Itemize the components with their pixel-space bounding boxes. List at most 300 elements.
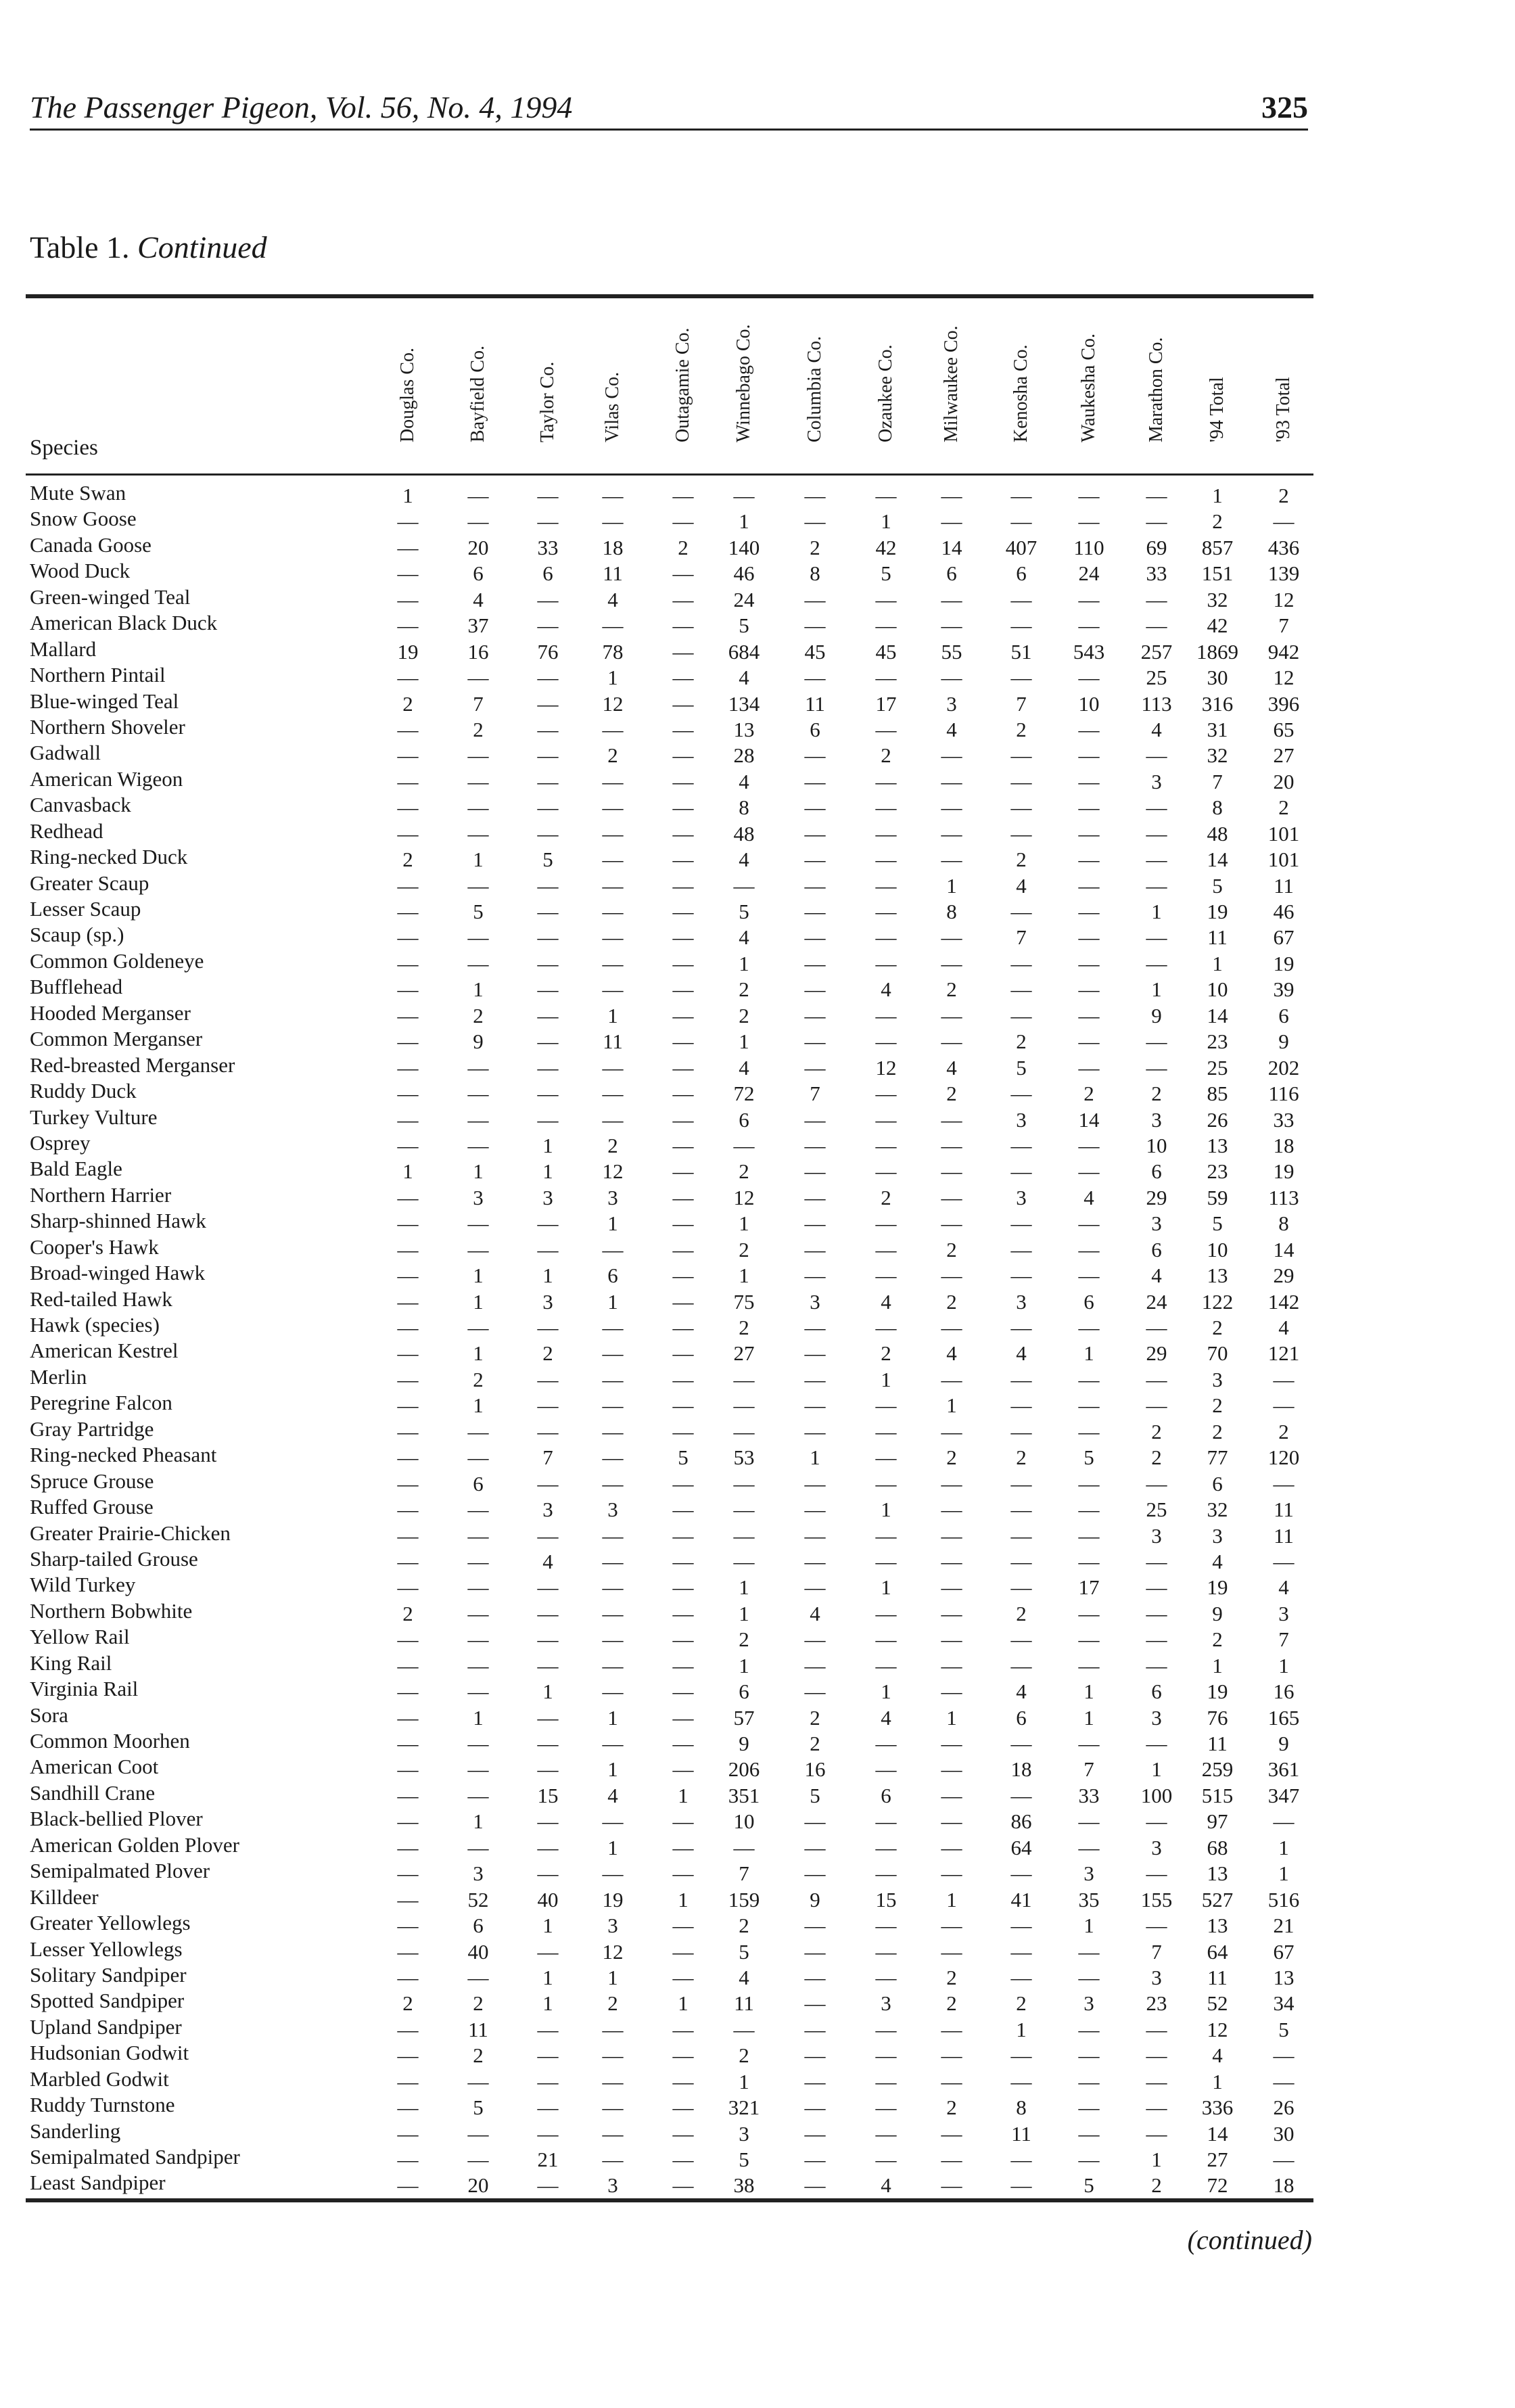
table-cell: —	[941, 1835, 962, 1859]
table-cell: —	[537, 666, 559, 690]
table-cell: 57	[733, 1705, 755, 1730]
table-cell: —	[804, 1264, 826, 1288]
table-cell: 4	[607, 587, 618, 611]
table-cell: 321	[728, 2096, 760, 2120]
table-cell: —	[804, 1498, 826, 1522]
table-cell: —	[672, 1861, 694, 1886]
table-cell: 8	[1212, 795, 1223, 820]
table-cell: —	[397, 1732, 419, 1755]
table-row	[0, 1806, 1515, 1832]
table-cell: —	[1273, 1809, 1295, 1834]
table-cell: 3	[1016, 1289, 1027, 1314]
table-cell: —	[397, 2017, 419, 2041]
table-cell: 1	[542, 1264, 553, 1288]
table-cell: 2	[946, 2096, 957, 2120]
table-cell: 100	[1140, 1783, 1173, 1807]
table-cell: 2	[1016, 717, 1027, 741]
table-cell: —	[397, 2148, 419, 2171]
species-name: Killdeer	[30, 1884, 99, 1909]
table-cell: —	[467, 1445, 489, 1470]
table-cell: 2	[1151, 1082, 1162, 1106]
table-cell: 11	[603, 561, 623, 586]
table-cell: —	[397, 1289, 419, 1314]
table-cell: 2	[1016, 1601, 1027, 1625]
table-cell: 155	[1140, 1887, 1173, 1912]
table-row	[0, 2144, 1515, 2170]
table-cell: 4	[1016, 873, 1027, 898]
table-cell: 11	[468, 2017, 488, 2041]
column-header-label: Winnebago Co.	[733, 324, 754, 442]
table-row	[0, 1598, 1515, 1624]
table-cell: 2	[473, 1367, 484, 1391]
table-cell: —	[672, 587, 694, 611]
table-row	[0, 2066, 1515, 2092]
column-header-label: '94 Total	[1207, 377, 1228, 442]
species-column-header: Species	[30, 436, 98, 460]
table-cell: —	[397, 535, 419, 559]
table-cell: —	[1078, 1835, 1100, 1859]
table-cell: 2	[1212, 1627, 1223, 1652]
table-cell: 4	[1016, 1680, 1027, 1704]
table-row	[0, 1156, 1515, 1182]
table-cell: —	[1078, 1523, 1100, 1548]
table-cell: 13	[1207, 1264, 1228, 1288]
table-cell: —	[397, 1055, 419, 1080]
table-cell: —	[804, 2069, 826, 2093]
table-cell: —	[941, 1627, 962, 1652]
table-cell: —	[397, 1680, 419, 1704]
table-row	[0, 689, 1515, 714]
table-cell: —	[1273, 1393, 1295, 1418]
table-cell: 3	[542, 1498, 553, 1522]
table-cell: —	[941, 951, 962, 975]
table-cell: —	[602, 1316, 624, 1339]
table-cell: —	[875, 2096, 897, 2120]
column-header-label: Marathon Co.	[1146, 337, 1167, 442]
table-cell: 37	[467, 613, 489, 638]
table-row	[0, 1026, 1515, 1052]
table-cell: —	[1078, 1055, 1100, 1080]
table-row	[0, 948, 1515, 974]
table-cell: —	[467, 1757, 489, 1782]
table-cell: —	[733, 1471, 755, 1496]
table-cell: 1	[881, 1680, 891, 1704]
table-cell: 1	[607, 1289, 618, 1314]
table-cell: —	[537, 769, 559, 793]
table-cell: 3	[810, 1289, 820, 1314]
table-cell: —	[672, 769, 694, 793]
table-cell: 4	[739, 1055, 749, 1080]
table-cell: 4	[473, 587, 484, 611]
species-name: Northern Bobwhite	[30, 1598, 193, 1623]
table-cell: —	[1146, 1809, 1167, 1834]
table-cell: —	[875, 848, 897, 872]
table-cell: 1	[1212, 2069, 1223, 2093]
table-row	[0, 1780, 1515, 1806]
table-cell: 8	[1016, 2096, 1027, 2120]
table-cell: —	[875, 1419, 897, 1443]
table-row	[0, 1000, 1515, 1026]
species-name: Osprey	[30, 1130, 91, 1155]
table-cell: —	[941, 1159, 962, 1184]
table-cell: 6	[1016, 561, 1027, 586]
table-cell: —	[804, 1211, 826, 1236]
table-cell: —	[602, 1523, 624, 1548]
table-cell: 2	[881, 1341, 891, 1366]
table-cell: 52	[467, 1887, 489, 1912]
table-cell: —	[537, 1419, 559, 1443]
table-cell: —	[397, 925, 419, 950]
table-cell: —	[941, 1861, 962, 1886]
table-cell: —	[875, 1159, 897, 1184]
table-cell: —	[804, 2096, 826, 2120]
table-cell: —	[397, 1627, 419, 1652]
table-cell: 28	[733, 743, 755, 768]
table-cell: 1	[473, 1289, 484, 1314]
species-name: Marbled Godwit	[30, 2066, 169, 2091]
table-cell: 51	[1010, 639, 1032, 664]
table-cell: 72	[1207, 2173, 1228, 2198]
table-cell: —	[875, 1029, 897, 1054]
table-cell: —	[397, 1575, 419, 1600]
table-caption	[30, 227, 267, 268]
table-cell: —	[875, 1133, 897, 1157]
table-cell: 1	[473, 848, 484, 872]
table-cell: —	[1146, 925, 1167, 950]
table-cell: —	[941, 2121, 962, 2146]
table-cell: 2	[1151, 1445, 1162, 1470]
table-cell: 6	[473, 1914, 484, 1938]
table-cell: —	[537, 795, 559, 820]
table-cell: 19	[602, 1887, 624, 1912]
table-cell: 5	[473, 900, 484, 923]
table-cell: —	[397, 509, 419, 534]
table-cell: —	[1010, 1965, 1032, 1989]
species-name: Bufflehead	[30, 975, 123, 999]
species-name: Broad-winged Hawk	[30, 1261, 206, 1285]
table-cell: —	[602, 1680, 624, 1704]
table-cell: —	[467, 795, 489, 820]
table-cell: 12	[733, 1185, 755, 1209]
table-cell: —	[672, 1965, 694, 1989]
table-cell: 336	[1201, 2096, 1234, 2120]
table-cell: —	[1146, 2069, 1167, 2093]
table-cell: —	[941, 1601, 962, 1625]
table-cell: —	[1010, 1237, 1032, 1261]
table-cell: 25	[1207, 1055, 1228, 1080]
table-row	[0, 922, 1515, 948]
table-cell: —	[941, 1914, 962, 1938]
table-cell: 351	[728, 1783, 760, 1807]
table-cell: —	[397, 1861, 419, 1886]
table-cell: 3	[881, 1991, 891, 2016]
table-cell: —	[467, 1653, 489, 1677]
species-name: Hudsonian Godwit	[30, 2041, 189, 2065]
table-row	[0, 662, 1515, 688]
table-cell: 1	[1278, 1653, 1289, 1677]
table-cell: —	[1146, 1627, 1167, 1652]
table-cell: 7	[1016, 691, 1027, 716]
table-cell: —	[804, 769, 826, 793]
table-cell: —	[804, 1835, 826, 1859]
table-cell: —	[875, 587, 897, 611]
table-cell: —	[672, 1316, 694, 1339]
table-cell: —	[672, 795, 694, 820]
table-row	[0, 844, 1515, 870]
table-cell: —	[1146, 1549, 1167, 1573]
table-cell: 1	[607, 1835, 618, 1859]
table-cell: —	[875, 951, 897, 975]
table-cell: 2	[810, 1705, 820, 1730]
table-cell: —	[602, 1732, 624, 1755]
table-cell: —	[1078, 1471, 1100, 1496]
table-cell: —	[733, 1367, 755, 1391]
table-cell: 515	[1201, 1783, 1234, 1807]
table-cell: 2	[402, 1601, 413, 1625]
table-cell: 6	[739, 1680, 749, 1704]
table-cell: 7	[1278, 1627, 1289, 1652]
table-cell: 2	[739, 1159, 749, 1184]
table-cell: —	[537, 1055, 559, 1080]
species-name: Peregrine Falcon	[30, 1391, 172, 1415]
table-cell: —	[875, 2043, 897, 2068]
table-cell: —	[804, 1991, 826, 2016]
table-cell: —	[1146, 509, 1167, 534]
table-cell: —	[1010, 509, 1032, 534]
table-cell: —	[602, 2096, 624, 2120]
table-row	[0, 1910, 1515, 1936]
table-cell: —	[672, 1471, 694, 1496]
table-cell: —	[1010, 1264, 1032, 1288]
table-cell: —	[941, 1498, 962, 1522]
table-row	[0, 506, 1515, 532]
table-row	[0, 1078, 1515, 1104]
table-cell: —	[1146, 821, 1167, 846]
table-cell: —	[467, 1211, 489, 1236]
table-cell: —	[672, 1211, 694, 1236]
table-cell: —	[941, 1107, 962, 1132]
table-cell: —	[875, 1237, 897, 1261]
species-name: Northern Shoveler	[30, 714, 185, 739]
table-cell: 1	[607, 666, 618, 690]
table-cell: 6	[1083, 1289, 1094, 1314]
table-cell: 3	[739, 2121, 749, 2146]
table-cell: —	[875, 666, 897, 690]
species-name: King Rail	[30, 1650, 112, 1675]
table-row	[0, 1287, 1515, 1312]
table-row	[0, 532, 1515, 558]
table-cell: —	[1146, 1653, 1167, 1677]
table-cell: —	[1273, 1471, 1295, 1496]
table-cell: —	[602, 1341, 624, 1366]
table-cell: —	[804, 848, 826, 872]
table-cell: —	[941, 1939, 962, 1964]
table-cell: 2	[946, 1965, 957, 1989]
table-cell: 3	[542, 1185, 553, 1209]
table-cell: —	[941, 821, 962, 846]
table-cell: —	[1146, 613, 1167, 638]
table-cell: —	[672, 1264, 694, 1288]
table-cell: —	[1010, 1082, 1032, 1106]
table-cell: —	[1146, 1471, 1167, 1496]
table-cell: 396	[1267, 691, 1300, 716]
table-cell: 13	[1273, 1965, 1295, 1989]
species-name: Greater Scaup	[30, 871, 149, 895]
table-cell: —	[672, 1237, 694, 1261]
table-cell: —	[875, 873, 897, 898]
table-cell: —	[467, 1601, 489, 1625]
column-header-winnebago-co	[724, 318, 764, 468]
table-cell: 1	[1151, 2148, 1162, 2171]
table-cell: —	[1146, 743, 1167, 768]
table-cell: 5	[473, 2096, 484, 2120]
table-cell: 1	[946, 1393, 957, 1418]
table-cell: 1	[881, 1498, 891, 1522]
table-cell: 14	[1078, 1107, 1100, 1132]
table-cell: 7	[1083, 1757, 1094, 1782]
table-cell: 1	[542, 1965, 553, 1989]
table-cell: 13	[733, 717, 755, 741]
table-cell: 20	[467, 2173, 489, 2198]
table-cell: 42	[875, 535, 897, 559]
table-cell: —	[1078, 2096, 1100, 2120]
table-cell: —	[397, 1341, 419, 1366]
table-cell: 684	[728, 639, 760, 664]
species-name: Northern Harrier	[30, 1182, 172, 1207]
species-name: American Wigeon	[30, 766, 183, 791]
table-cell: —	[1010, 1575, 1032, 1600]
table-row	[0, 1624, 1515, 1650]
table-cell: 6	[473, 1471, 484, 1496]
table-cell: 206	[728, 1757, 760, 1782]
table-cell: —	[804, 1237, 826, 1261]
table-cell: 18	[1273, 2173, 1295, 2198]
table-cell: 2	[946, 1082, 957, 1106]
table-cell: 2	[1016, 1029, 1027, 1054]
table-cell: —	[804, 951, 826, 975]
table-cell: —	[804, 1914, 826, 1938]
table-cell: —	[397, 1003, 419, 1027]
table-cell: —	[804, 666, 826, 690]
table-row	[0, 1105, 1515, 1130]
table-cell: 1	[1151, 977, 1162, 1002]
table-cell: —	[467, 821, 489, 846]
table-cell: 3	[607, 1914, 618, 1938]
table-cell: —	[1146, 2017, 1167, 2041]
table-cell: 5	[1083, 1445, 1094, 1470]
table-cell: —	[672, 1185, 694, 1209]
table-cell: —	[537, 873, 559, 898]
table-row	[0, 1650, 1515, 1676]
table-cell: —	[1010, 1393, 1032, 1418]
table-cell: 68	[1207, 1835, 1228, 1859]
table-cell: 4	[1212, 2043, 1223, 2068]
table-cell: 53	[733, 1445, 755, 1470]
table-cell: —	[1273, 1549, 1295, 1573]
table-cell: 10	[1207, 977, 1228, 1002]
table-cell: —	[1078, 743, 1100, 768]
table-cell: —	[397, 613, 419, 638]
table-cell: 4	[810, 1601, 820, 1625]
table-cell: 101	[1267, 848, 1300, 872]
table-cell: 13	[1207, 1133, 1228, 1157]
table-cell: —	[537, 2096, 559, 2120]
species-name: Canada Goose	[30, 532, 152, 557]
table-cell: 27	[733, 1341, 755, 1366]
column-header-label: Columbia Co.	[804, 335, 825, 442]
table-cell: —	[672, 1133, 694, 1157]
table-cell: —	[804, 1861, 826, 1886]
table-cell: —	[537, 1575, 559, 1600]
table-cell: —	[1010, 1732, 1032, 1755]
table-row	[0, 1442, 1515, 1468]
table-cell: —	[397, 743, 419, 768]
table-cell: —	[804, 1003, 826, 1027]
table-cell: 19	[1207, 1575, 1228, 1600]
table-cell: 2	[402, 848, 413, 872]
species-name: Redhead	[30, 818, 103, 843]
table-cell: —	[733, 2017, 755, 2041]
column-header-label: Outagamie Co.	[672, 327, 693, 442]
table-cell: 32	[1207, 743, 1228, 768]
table-cell: 5	[739, 613, 749, 638]
table-cell: 23	[1146, 1991, 1167, 2016]
column-header-label: Bayfield Co.	[467, 345, 488, 442]
table-row	[0, 1521, 1515, 1546]
table-cell: 3	[473, 1861, 484, 1886]
species-name: Green-winged Teal	[30, 584, 191, 609]
table-cell: 116	[1268, 1082, 1299, 1106]
species-name: Lesser Scaup	[30, 897, 141, 921]
journal-title: The Passenger Pigeon, Vol. 56, No. 4, 1994	[30, 90, 573, 124]
table-cell: —	[941, 1211, 962, 1236]
table-cell: —	[602, 717, 624, 741]
table-cell: 1	[881, 1575, 891, 1600]
table-cell: 1	[1212, 951, 1223, 975]
table-cell: —	[1078, 509, 1100, 534]
table-cell: —	[1010, 1471, 1032, 1496]
table-cell: —	[537, 509, 559, 534]
table-cell: —	[397, 1082, 419, 1106]
table-cell: —	[537, 1732, 559, 1755]
table-cell: —	[941, 1029, 962, 1054]
species-name: American Golden Plover	[30, 1832, 239, 1857]
table-cell: —	[467, 484, 489, 507]
table-cell: 5	[1083, 2173, 1094, 2198]
table-cell: —	[875, 1757, 897, 1782]
table-cell: 2	[402, 1991, 413, 2016]
table-cell: 2	[607, 1991, 618, 2016]
table-cell: 2	[1212, 1419, 1223, 1443]
table-cell: —	[397, 1887, 419, 1912]
table-cell: —	[537, 1835, 559, 1859]
table-cell: —	[875, 2121, 897, 2146]
table-cell: 29	[1273, 1264, 1295, 1288]
table-cell: 1	[473, 1341, 484, 1366]
table-cell: 3	[1083, 1991, 1094, 2016]
table-cell: —	[804, 1185, 826, 1209]
table-cell: 1	[1083, 1914, 1094, 1938]
table-cell: —	[537, 951, 559, 975]
page-number: 325	[1261, 90, 1308, 124]
table-cell: —	[1010, 1498, 1032, 1522]
table-cell: —	[467, 1680, 489, 1704]
table-cell: —	[804, 743, 826, 768]
table-cell: —	[875, 769, 897, 793]
table-cell: —	[1146, 848, 1167, 872]
table-cell: 1	[1151, 900, 1162, 923]
table-cell: 13	[1207, 1914, 1228, 1938]
